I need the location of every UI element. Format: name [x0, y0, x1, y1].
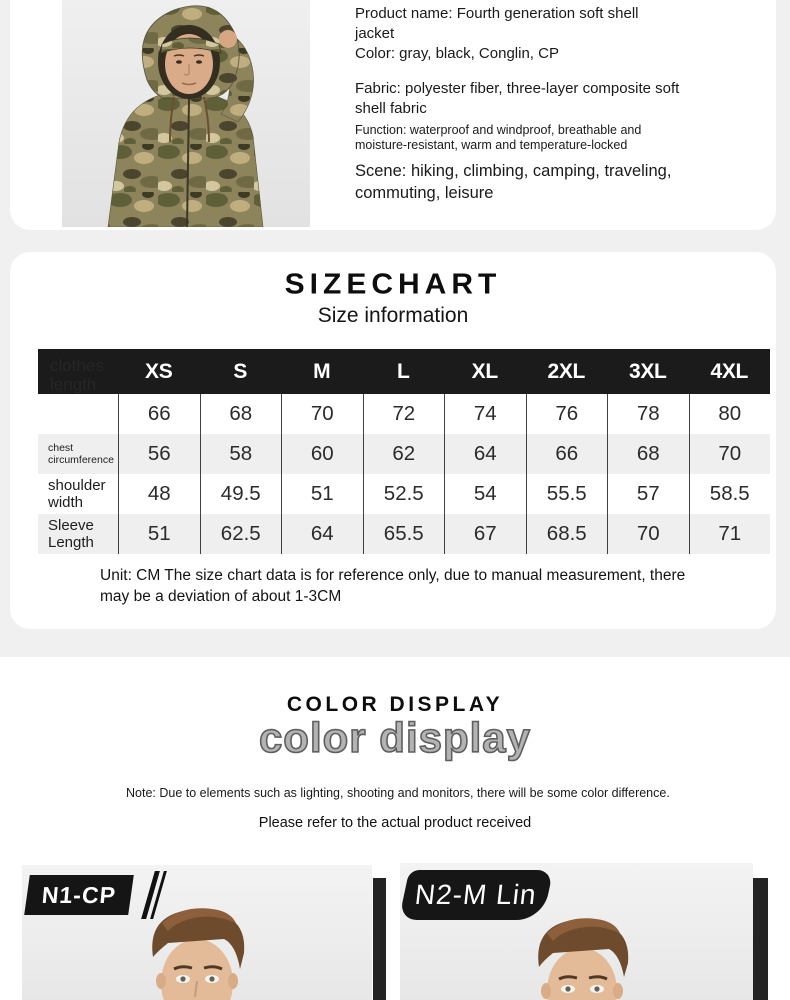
- size-value-cell: 66: [526, 434, 608, 474]
- size-row-clothes-length: [38, 394, 770, 434]
- size-value-cell: 68: [200, 394, 282, 434]
- variant-card-n1-cp: [22, 865, 372, 1000]
- size-value-cell: 62: [363, 434, 445, 474]
- size-value-cell: 66: [118, 394, 200, 434]
- product-photo-camouflage-jacket: [62, 0, 310, 227]
- size-row-label: chest circumference: [48, 442, 114, 466]
- size-row-shoulder-width: [38, 474, 770, 514]
- size-col-header: XL: [471, 360, 498, 383]
- variant-card-n2-m-lin: [400, 863, 753, 1000]
- size-value-cell: 70: [281, 394, 363, 434]
- color-display-heading: COLOR DISPLAY: [286, 693, 504, 716]
- size-value-cell: 48: [118, 474, 200, 514]
- product-fabric-line: Fabric: polyester fiber, three-layer composite soft shell fabric: [355, 80, 680, 117]
- size-value-cell: 51: [281, 474, 363, 514]
- color-difference-note: Note: Due to elements such as lighting, shooting and monitors, there will be some color difference.: [126, 786, 670, 800]
- size-value-cell: 57: [607, 474, 689, 514]
- camo-jacket-man-illustration: [62, 0, 310, 227]
- size-col-header: XS: [145, 360, 173, 383]
- size-value-cell: 76: [526, 394, 608, 434]
- size-value-cell: 60: [281, 434, 363, 474]
- size-value-cell: 74: [444, 394, 526, 434]
- variant-badge-n2-m-lin: [400, 870, 553, 920]
- size-col-header: L: [396, 360, 410, 383]
- size-value-cell: 72: [363, 394, 445, 434]
- size-value-cell: 65.5: [363, 514, 445, 554]
- size-unit-note: Unit: CM The size chart data is for reference only, due to manual measurement, there may be a deviation of about 1-3CM: [100, 567, 686, 605]
- size-col-header: 3XL: [628, 360, 667, 383]
- product-function-line: Function: waterproof and windproof, breathable and moisture-resistant, warm and temperature-locked: [355, 123, 642, 152]
- size-row-label-clothes-length: clothes length: [50, 356, 104, 394]
- size-value-cell: 62.5: [200, 514, 282, 554]
- size-col-header: S: [233, 360, 248, 383]
- size-row-label: shoulder width: [48, 477, 106, 511]
- size-value-cell: 55.5: [526, 474, 608, 514]
- size-value-cell: 51: [118, 514, 200, 554]
- product-color-line: Color: gray, black, Conglin, CP: [355, 45, 559, 62]
- product-info-card: [10, 0, 776, 230]
- size-row-label: Sleeve Length: [48, 517, 94, 551]
- size-value-cell: 68.5: [526, 514, 608, 554]
- size-value-cell: 56: [118, 434, 200, 474]
- size-value-cell: 54: [444, 474, 526, 514]
- size-col-header: 4XL: [710, 360, 749, 383]
- color-display-section: [0, 657, 790, 1000]
- size-value-cell: 70: [607, 514, 689, 554]
- size-chart-card: [10, 252, 776, 629]
- divider-strip: [753, 878, 768, 1000]
- size-row-sleeve-length: [38, 514, 770, 554]
- size-value-cell: 52.5: [363, 474, 445, 514]
- size-value-cell: 58: [200, 434, 282, 474]
- size-value-cell: 67: [444, 514, 526, 554]
- size-chart-heading: SIZECHART: [284, 268, 502, 301]
- product-scene-line: Scene: hiking, climbing, camping, traveling, commuting, leisure: [355, 162, 672, 202]
- size-value-cell: 68: [607, 434, 689, 474]
- size-value-cell: 64: [444, 434, 526, 474]
- size-col-header: M: [313, 360, 331, 383]
- product-name-line: Product name: Fourth generation soft shell jacket: [355, 5, 639, 42]
- size-value-cell: 64: [281, 514, 363, 554]
- variant-label: N1-CP: [40, 881, 118, 908]
- size-value-cell: 71: [689, 514, 771, 554]
- color-display-ghost-title: color display: [258, 714, 532, 761]
- size-chart-subheading: Size information: [317, 304, 469, 327]
- variant-label: N2-M Lin: [413, 879, 539, 910]
- refer-actual-product-note: Please refer to the actual product received: [258, 815, 532, 831]
- size-row-chest-circumference: [38, 434, 770, 474]
- size-value-cell: 49.5: [200, 474, 282, 514]
- size-value-cell: 80: [689, 394, 771, 434]
- size-col-header: 2XL: [547, 360, 586, 383]
- size-value-cell: 78: [607, 394, 689, 434]
- size-value-cell: 70: [689, 434, 771, 474]
- size-table: [38, 349, 770, 554]
- divider-strip: [373, 878, 386, 1000]
- size-value-cell: 58.5: [689, 474, 771, 514]
- product-info-text: [355, 0, 765, 230]
- size-table-header-row: [38, 349, 770, 394]
- variant-badge-n1-cp: [24, 875, 134, 915]
